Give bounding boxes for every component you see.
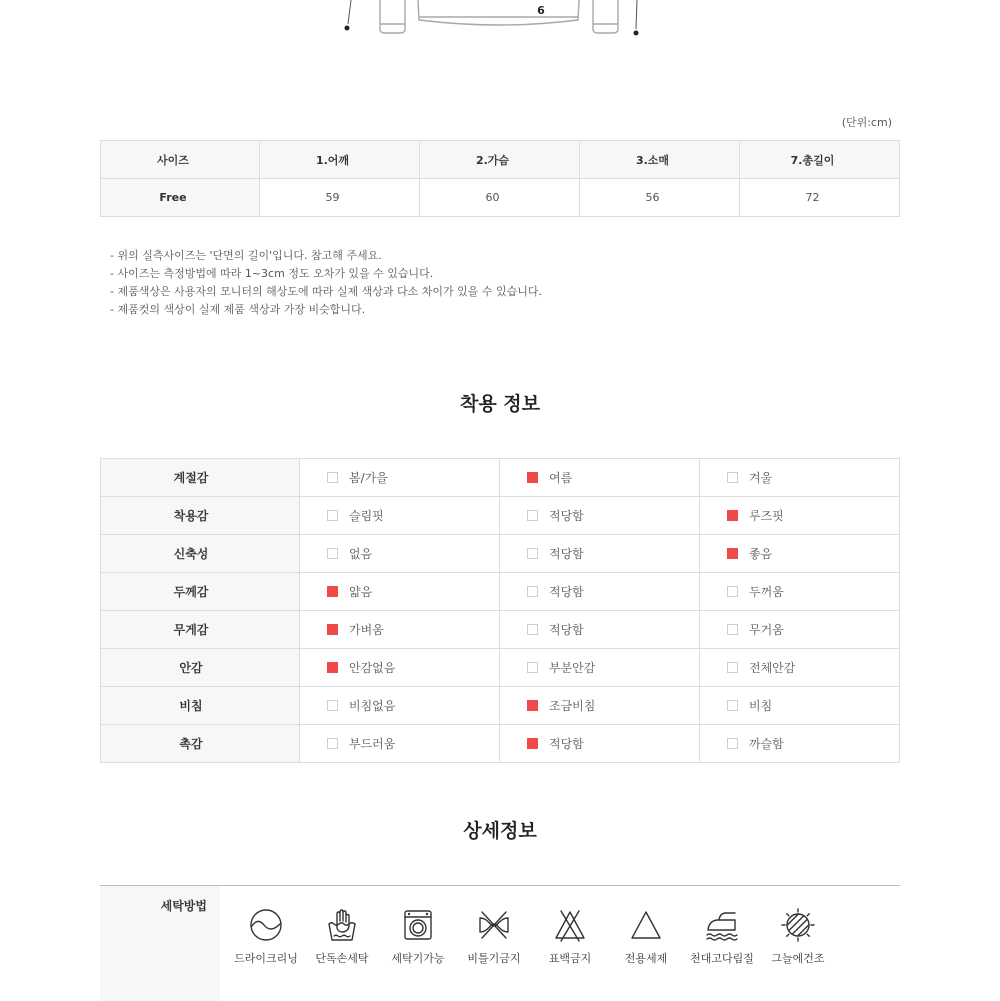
washing-item — [760, 907, 836, 966]
wearing-row — [101, 573, 900, 611]
option-label: 부드러움 — [349, 737, 396, 751]
washing-item — [380, 907, 456, 966]
wearing-option — [300, 611, 500, 649]
unchecked-box — [527, 586, 538, 597]
wearing-option — [500, 649, 700, 687]
note-line: - 사이즈는 측정방법에 따라 1~3cm 정도 오차가 있을 수 있습니다. — [110, 267, 434, 280]
checked-box — [727, 510, 738, 521]
washing-machine-icon — [400, 907, 436, 943]
option-label: 무거움 — [749, 623, 784, 637]
option-label: 루즈핏 — [749, 509, 784, 523]
unchecked-box — [327, 700, 338, 711]
washing-item-label: 전용세제 — [624, 952, 668, 965]
checked-box — [727, 548, 738, 559]
wearing-option — [500, 611, 700, 649]
wearing-option — [300, 459, 500, 497]
option-label: 비침없음 — [349, 699, 396, 713]
unchecked-box — [527, 624, 538, 635]
size-table — [100, 140, 900, 217]
unchecked-box — [727, 624, 738, 635]
option-label: 가벼움 — [349, 623, 384, 637]
special-detergent-icon — [628, 907, 664, 943]
option-label: 여름 — [549, 471, 573, 485]
wearing-attribute-label: 무게감 — [101, 611, 300, 649]
wearing-row — [101, 459, 900, 497]
checked-box — [327, 624, 338, 635]
unchecked-box — [727, 700, 738, 711]
checked-box — [527, 700, 538, 711]
checked-box — [327, 586, 338, 597]
checked-box — [327, 662, 338, 673]
option-label: 안감없음 — [349, 661, 396, 675]
wearing-table — [100, 458, 900, 763]
washing-item — [684, 907, 760, 966]
option-label: 두꺼움 — [749, 585, 784, 599]
size-table-row — [101, 179, 900, 217]
option-label: 슬림핏 — [349, 509, 384, 523]
wearing-option — [500, 573, 700, 611]
detail-info-section — [100, 885, 900, 1000]
dimension-endpoint-left — [345, 26, 350, 31]
wearing-option — [300, 725, 500, 763]
unit-note: (단위:cm) — [841, 116, 892, 129]
wearing-row — [101, 687, 900, 725]
option-label: 없음 — [349, 547, 373, 561]
wearing-option — [700, 497, 900, 535]
washing-item — [532, 907, 608, 966]
unchecked-box — [727, 662, 738, 673]
option-label: 봄/가을 — [349, 471, 388, 485]
note-line: - 제품색상은 사용자의 모니터의 해상도에 따라 실제 색상과 다소 차이가 있을 수 있습니다. — [110, 285, 542, 298]
size-table-value: 72 — [740, 179, 900, 217]
sleeve-cuff-left — [380, 0, 405, 33]
size-notes — [110, 247, 542, 319]
garment-size-diagram — [0, 0, 1000, 40]
size-table-row-label: Free — [101, 179, 260, 217]
wearing-attribute-label: 착용감 — [101, 497, 300, 535]
unchecked-box — [327, 548, 338, 559]
unchecked-box — [727, 586, 738, 597]
hand-wash-icon — [324, 907, 360, 943]
iron-with-cloth-icon — [704, 907, 740, 943]
washing-item-label: 비틀기금지 — [467, 952, 521, 965]
washing-item-label: 세탁기가능 — [391, 952, 445, 965]
wearing-option — [300, 535, 500, 573]
wearing-option — [300, 573, 500, 611]
measurement-label: 6 — [537, 4, 545, 17]
wearing-option — [700, 611, 900, 649]
wearing-attribute-label: 두께감 — [101, 573, 300, 611]
wearing-info-title: 착용 정보 — [459, 393, 541, 415]
wearing-option — [700, 687, 900, 725]
checked-box — [527, 738, 538, 749]
dimension-line-right — [636, 0, 637, 29]
option-label: 전체안감 — [749, 661, 796, 675]
wearing-option — [500, 535, 700, 573]
option-label: 적당함 — [549, 509, 584, 523]
size-table-header-cell: 사이즈 — [101, 141, 260, 179]
dimension-endpoint-right — [634, 31, 639, 36]
shade-dry-icon — [780, 907, 816, 943]
wearing-option — [500, 459, 700, 497]
dry-clean-icon — [248, 907, 284, 943]
unchecked-box — [727, 738, 738, 749]
unchecked-box — [327, 738, 338, 749]
size-table-header-cell: 1.어깨 — [260, 141, 420, 179]
wearing-option — [500, 497, 700, 535]
option-label: 적당함 — [549, 737, 584, 751]
wearing-option — [700, 573, 900, 611]
washing-item-label: 그늘에건조 — [771, 952, 825, 965]
size-table-header-row — [101, 141, 900, 179]
unchecked-box — [327, 510, 338, 521]
wearing-attribute-label: 비침 — [101, 687, 300, 725]
wearing-option — [700, 535, 900, 573]
note-line: - 위의 실측사이즈는 '단면의 길이'입니다. 참고해 주세요. — [110, 249, 382, 262]
option-label: 좋음 — [749, 547, 773, 561]
size-table-header-cell: 3.소매 — [580, 141, 740, 179]
washing-item-label: 표백금지 — [548, 952, 592, 965]
option-label: 조금비침 — [549, 699, 596, 713]
option-label: 까슬함 — [749, 737, 784, 751]
wearing-option — [700, 459, 900, 497]
wearing-attribute-label: 신축성 — [101, 535, 300, 573]
wearing-option — [300, 687, 500, 725]
detail-info-title: 상세정보 — [463, 820, 537, 842]
washing-item — [228, 907, 304, 966]
wearing-attribute-label: 촉감 — [101, 725, 300, 763]
unchecked-box — [727, 472, 738, 483]
option-label: 적당함 — [549, 623, 584, 637]
wearing-row — [101, 497, 900, 535]
unchecked-box — [527, 510, 538, 521]
washing-item — [304, 907, 380, 966]
wearing-row — [101, 725, 900, 763]
option-label: 비침 — [749, 699, 773, 713]
wearing-option — [300, 649, 500, 687]
wearing-attribute-label: 안감 — [101, 649, 300, 687]
dimension-line-left — [348, 0, 351, 24]
unchecked-box — [527, 548, 538, 559]
sleeve-cuff-right — [593, 0, 618, 33]
size-table-value: 56 — [580, 179, 740, 217]
option-label: 부분안감 — [549, 661, 596, 675]
no-wring-icon — [476, 907, 512, 943]
washing-item — [456, 907, 532, 966]
note-line: - 제품컷의 색상이 실제 제품 색상과 가장 비슷합니다. — [110, 303, 366, 316]
wearing-option — [700, 725, 900, 763]
washing-item — [608, 907, 684, 966]
wearing-option — [700, 649, 900, 687]
washing-item-label: 드라이크리닝 — [234, 952, 298, 965]
option-label: 겨울 — [749, 471, 773, 485]
wearing-option — [500, 687, 700, 725]
wearing-attribute-label: 계절감 — [101, 459, 300, 497]
option-label: 적당함 — [549, 547, 584, 561]
body-hem — [418, 0, 579, 25]
size-table-header-cell: 7.총길이 — [740, 141, 900, 179]
wearing-option — [500, 725, 700, 763]
checked-box — [527, 472, 538, 483]
unchecked-box — [527, 662, 538, 673]
option-label: 얇음 — [349, 585, 373, 599]
size-table-header-cell: 2.가슴 — [420, 141, 580, 179]
washing-item-label: 단독손세탁 — [315, 952, 369, 965]
no-bleach-icon — [552, 907, 588, 943]
size-table-value: 59 — [260, 179, 420, 217]
wearing-row — [101, 535, 900, 573]
wearing-row — [101, 649, 900, 687]
wearing-option — [300, 497, 500, 535]
unchecked-box — [327, 472, 338, 483]
wearing-row — [101, 611, 900, 649]
size-table-value: 60 — [420, 179, 580, 217]
washing-item-label: 천대고다림질 — [690, 952, 754, 965]
washing-icon-list — [228, 907, 836, 966]
option-label: 적당함 — [549, 585, 584, 599]
washing-method-label: 세탁방법 — [100, 886, 220, 1001]
